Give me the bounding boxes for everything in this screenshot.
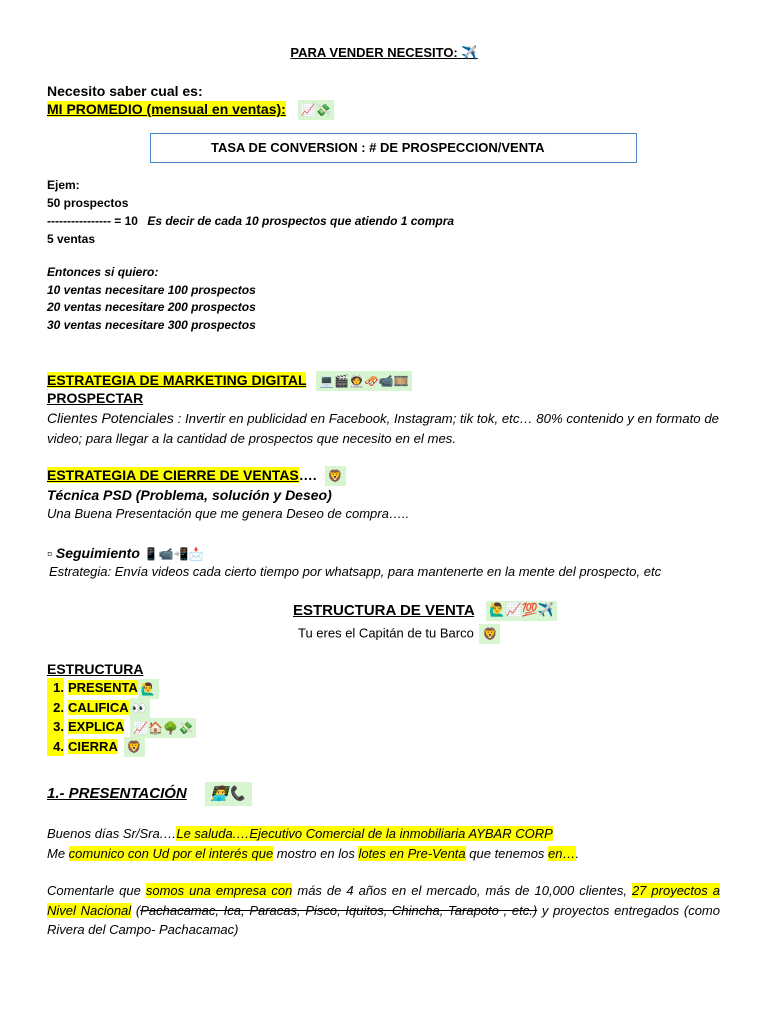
list-label: EXPLICA bbox=[68, 719, 125, 734]
list-item bbox=[47, 717, 196, 737]
list-item bbox=[47, 737, 196, 757]
list-number: 4. bbox=[47, 737, 64, 757]
saludo-line bbox=[47, 824, 579, 844]
estructura-venta-heading: ESTRUCTURA DE VENTA bbox=[293, 602, 475, 619]
ejemplo-label: Ejem: bbox=[47, 178, 80, 192]
seguimiento-label: Seguimiento bbox=[55, 545, 140, 561]
chart-house-icon: 📈🏠🌳💸 bbox=[130, 718, 196, 738]
comunico-line bbox=[47, 844, 579, 864]
saludo-paragraph bbox=[47, 824, 579, 864]
estructura-venta-heading-line bbox=[293, 600, 557, 622]
bullet-icon: ▫ bbox=[47, 545, 52, 561]
capitan-text: Tu eres el Capitán de tu Barco bbox=[298, 625, 474, 641]
capitan-line bbox=[298, 624, 500, 644]
buena-presentacion: Una Buena Presentación que me genera Deseo de compra….. bbox=[47, 506, 410, 521]
computer-phone-icon: 👨‍💻📞 bbox=[205, 782, 252, 806]
comentarle-c: más de 4 años en el mercado, más de 10,000 clientes, bbox=[292, 883, 632, 898]
page-title: PARA VENDER NECESITO: ✈️ bbox=[290, 45, 478, 60]
clientes-label: Clientes Potenciales bbox=[47, 410, 174, 426]
phone-video-icons: 📱📹📲📩 bbox=[143, 547, 204, 561]
chart-money-icon: 📈💸 bbox=[298, 100, 334, 120]
list-label: CALIFICA bbox=[68, 699, 129, 715]
comunico-e: que tenemos bbox=[465, 846, 549, 861]
ejemplo-ventas: 5 ventas bbox=[47, 232, 96, 246]
list-number: 3. bbox=[47, 717, 64, 737]
promedio-label: MI PROMEDIO (mensual en ventas): bbox=[47, 101, 286, 117]
cierre-heading: ESTRATEGIA DE CIERRE DE VENTAS bbox=[47, 467, 299, 483]
lion-icon: 🦁 bbox=[479, 624, 500, 644]
estructura-heading: ESTRUCTURA bbox=[47, 661, 144, 677]
prospectar-heading: PROSPECTAR bbox=[47, 390, 144, 406]
media-icons: 💻🎬🧑‍🚀🛷📹🎞️ bbox=[316, 371, 412, 391]
cierre-dots: …. bbox=[298, 467, 317, 483]
comunico-d: lotes en Pre-Venta bbox=[358, 846, 466, 861]
clientes-text: : Invertir en publicidad en Facebook, Instagram; tik tok, etc… 80% contenido y en formato de video; para llegar a la cantidad de prospectos que necesito en el mes. bbox=[47, 411, 719, 446]
comunico-g: . bbox=[575, 846, 580, 861]
comunico-f: en… bbox=[548, 846, 576, 861]
ejemplo-block bbox=[47, 176, 454, 248]
saludo-b: Le saluda.…Ejecutivo Comercial de la inmobiliaria AYBAR CORP bbox=[176, 826, 553, 841]
list-item bbox=[47, 678, 196, 698]
comentarle-a: Comentarle que bbox=[47, 883, 146, 898]
tecnica-psd: Técnica PSD (Problema, solución y Deseo) bbox=[47, 487, 332, 503]
presentacion-heading-line bbox=[47, 782, 252, 806]
promedio-line bbox=[47, 100, 334, 120]
clientes-paragraph bbox=[47, 408, 719, 449]
entonces-block bbox=[47, 264, 256, 334]
entonces-label: Entonces si quiero: bbox=[47, 265, 159, 279]
saludo-a: Buenos días Sr/Sra.… bbox=[47, 826, 177, 841]
cierre-heading-line bbox=[47, 466, 346, 486]
estructura-list bbox=[47, 678, 196, 756]
comunico-c: mostro en los bbox=[273, 846, 359, 861]
intro-line: Necesito saber cual es: bbox=[47, 83, 203, 99]
list-label: PRESENTA bbox=[68, 680, 138, 695]
list-item bbox=[47, 698, 196, 718]
tasa-conversion-box bbox=[150, 133, 637, 163]
comunico-a: Me bbox=[47, 846, 69, 861]
presentacion-heading: 1.- PRESENTACIÓN bbox=[47, 784, 187, 802]
person-icon: 🙋‍♂️ bbox=[138, 679, 159, 699]
seguimiento-estrategia: Estrategia: Envía videos cada cierto tiempo por whatsapp, para mantenerte en la mente del prospecto, etc bbox=[49, 564, 662, 579]
entonces-line: 10 ventas necesitare 100 prospectos bbox=[47, 282, 256, 297]
ejemplo-division bbox=[47, 212, 454, 230]
list-label: CIERRA bbox=[68, 738, 118, 754]
ejemplo-explicacion: Es decir de cada 10 prospectos que atiendo 1 compra bbox=[147, 214, 455, 228]
comentarle-e: ( bbox=[131, 902, 141, 918]
lion-icon: 🦁 bbox=[325, 466, 346, 486]
entonces-line: 20 ventas necesitare 200 prospectos bbox=[47, 300, 256, 314]
marketing-heading: ESTRATEGIA DE MARKETING DIGITAL bbox=[47, 372, 307, 388]
ejemplo-prospectos: 50 prospectos bbox=[47, 196, 129, 210]
lion-icon: 🦁 bbox=[124, 737, 145, 757]
list-number: 2. bbox=[47, 698, 64, 718]
comentarle-g: y proyectos entregados (como Rivera del Campo- Pachacamac) bbox=[47, 902, 720, 937]
eyes-icon: 👀 bbox=[129, 698, 150, 718]
tasa-conversion-text: TASA DE CONVERSION : # DE PROSPECCION/VENTA bbox=[211, 140, 545, 155]
comentarle-f: Pachacamac, Ica, Paracas, Pisco, Iquitos, Chincha, Tarapoto , etc.) bbox=[140, 902, 538, 918]
comunico-b: comunico con Ud por el interés que bbox=[68, 846, 274, 861]
seguimiento-line bbox=[47, 544, 204, 564]
list-number: 1. bbox=[47, 678, 64, 698]
sales-icons: 🙋‍♂️📈💯✈️ bbox=[486, 601, 557, 621]
comentarle-b: somos una empresa con bbox=[145, 883, 293, 898]
comentarle-d: 27 proyectos a Nivel Nacional bbox=[47, 883, 720, 918]
ejemplo-dashes: ---------------- = 10 bbox=[47, 214, 138, 228]
entonces-line: 30 ventas necesitare 300 prospectos bbox=[47, 317, 256, 332]
comentarle-paragraph bbox=[47, 881, 720, 940]
